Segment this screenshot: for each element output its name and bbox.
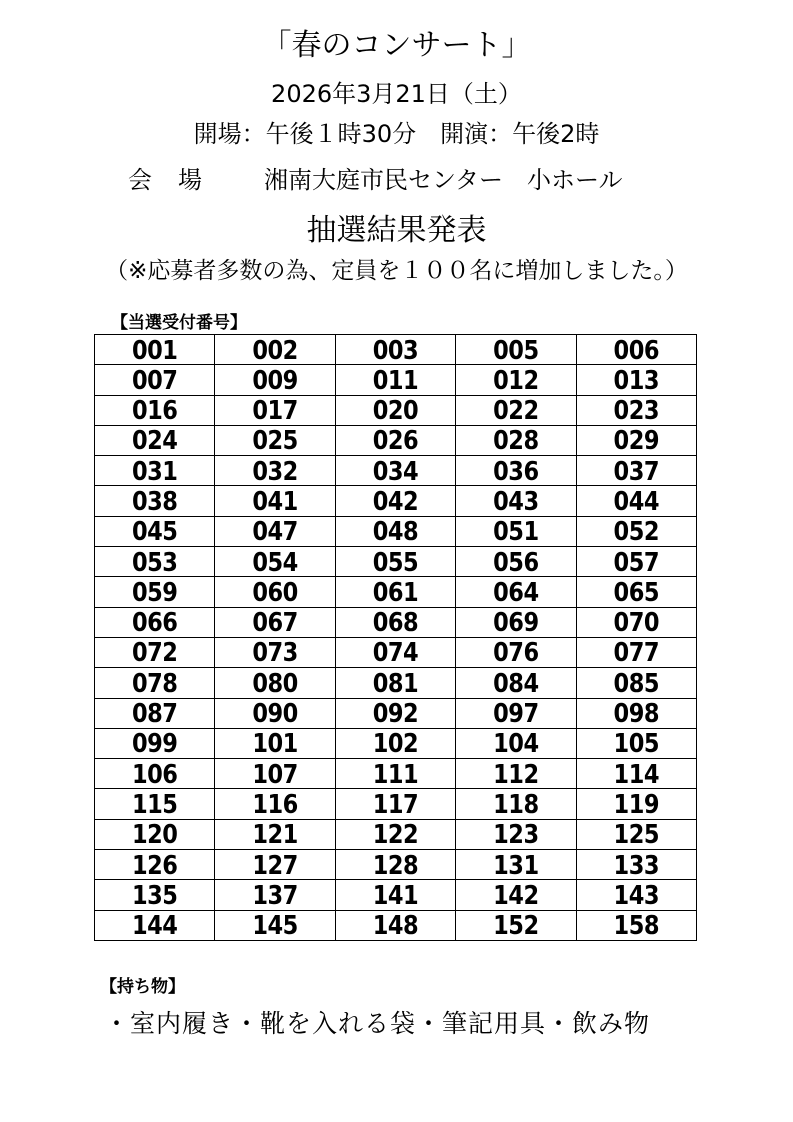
winning-number-cell: 074 (335, 637, 455, 668)
winning-number-cell: 047 (215, 516, 335, 547)
winning-number-cell: 020 (335, 395, 455, 426)
winning-number-cell: 002 (215, 334, 335, 365)
table-row (95, 789, 697, 819)
winning-number-cell: 158 (576, 910, 696, 941)
winning-number-cell: 118 (456, 789, 576, 820)
winning-number-cell: 029 (576, 425, 696, 456)
winning-number-cell: 059 (95, 577, 215, 608)
winning-number-cell: 053 (95, 546, 215, 577)
items-list: ・室内履き・靴を入れる袋・筆記用具・飲み物 (104, 1009, 651, 1038)
winning-number-cell: 119 (576, 789, 696, 820)
winning-number-cell: 001 (95, 334, 215, 365)
winning-number-cell: 009 (215, 364, 335, 395)
winning-number-cell: 013 (576, 364, 696, 395)
winning-number-cell: 072 (95, 637, 215, 668)
winning-number-cell: 145 (215, 910, 335, 941)
winning-number-cell: 045 (95, 516, 215, 547)
winning-number-cell: 055 (335, 546, 455, 577)
winning-number-cell: 128 (335, 849, 455, 880)
winning-number-cell: 122 (335, 819, 455, 850)
winning-number-cell: 087 (95, 698, 215, 729)
winning-number-cell: 121 (215, 819, 335, 850)
table-row (95, 850, 697, 880)
winning-number-cell: 044 (576, 486, 696, 517)
table-row (95, 577, 697, 607)
winning-number-cell: 111 (335, 758, 455, 789)
winning-number-cell: 028 (456, 425, 576, 456)
winning-number-cell: 092 (335, 698, 455, 729)
concert-title: 「春のコンサート」 (261, 28, 532, 63)
winning-numbers-table (94, 334, 697, 941)
winning-number-cell: 148 (335, 910, 455, 941)
winning-number-cell: 099 (95, 728, 215, 759)
winning-number-cell: 012 (456, 364, 576, 395)
winning-number-cell: 006 (576, 334, 696, 365)
winning-numbers-caption: 【当選受付番号】 (111, 313, 247, 333)
winning-number-cell: 080 (215, 667, 335, 698)
winning-number-cell: 131 (456, 849, 576, 880)
venue-row (128, 160, 623, 195)
table-row (95, 759, 697, 789)
winning-number-cell: 104 (456, 728, 576, 759)
winning-number-cell: 084 (456, 667, 576, 698)
winning-number-cell: 016 (95, 395, 215, 426)
winning-number-cell: 042 (335, 486, 455, 517)
table-row (95, 516, 697, 546)
winning-number-cell: 102 (335, 728, 455, 759)
winning-number-cell: 011 (335, 364, 455, 395)
winning-number-cell: 005 (456, 334, 576, 365)
winning-number-cell: 061 (335, 577, 455, 608)
winning-number-cell: 023 (576, 395, 696, 426)
winning-number-cell: 143 (576, 880, 696, 911)
winning-number-cell: 070 (576, 607, 696, 638)
winning-number-cell: 038 (95, 486, 215, 517)
winning-number-cell: 031 (95, 455, 215, 486)
winning-number-cell: 137 (215, 880, 335, 911)
winning-number-cell: 048 (335, 516, 455, 547)
winning-number-cell: 066 (95, 607, 215, 638)
winning-number-cell: 135 (95, 880, 215, 911)
winning-number-cell: 057 (576, 546, 696, 577)
winning-number-cell: 098 (576, 698, 696, 729)
winning-number-cell: 024 (95, 425, 215, 456)
table-row (95, 395, 697, 425)
winning-number-cell: 152 (456, 910, 576, 941)
winning-number-cell: 065 (576, 577, 696, 608)
event-times: 開場：午後１時30分 開演：午後2時 (193, 120, 600, 148)
winning-number-cell: 106 (95, 758, 215, 789)
winning-numbers-body (95, 335, 697, 941)
capacity-note: （※応募者多数の為、定員を１００名に増加しました。） (105, 258, 688, 284)
winning-number-cell: 112 (456, 758, 576, 789)
winning-number-cell: 117 (335, 789, 455, 820)
winning-number-cell: 034 (335, 455, 455, 486)
result-heading: 抽選結果発表 (306, 213, 487, 248)
table-row (95, 547, 697, 577)
winning-number-cell: 105 (576, 728, 696, 759)
winning-number-cell: 060 (215, 577, 335, 608)
winning-number-cell: 097 (456, 698, 576, 729)
winning-number-cell: 068 (335, 607, 455, 638)
table-row (95, 607, 697, 637)
table-row (95, 456, 697, 486)
table-row (95, 698, 697, 728)
table-row (95, 365, 697, 395)
winning-number-cell: 036 (456, 455, 576, 486)
winning-number-cell: 107 (215, 758, 335, 789)
event-date: 2026年3月21日（土） (271, 80, 522, 108)
winning-number-cell: 069 (456, 607, 576, 638)
table-row (95, 728, 697, 758)
winning-number-cell: 115 (95, 789, 215, 820)
winning-number-cell: 142 (456, 880, 576, 911)
winning-number-cell: 003 (335, 334, 455, 365)
winning-number-cell: 032 (215, 455, 335, 486)
winning-number-cell: 007 (95, 364, 215, 395)
winning-number-cell: 056 (456, 546, 576, 577)
winning-number-cell: 043 (456, 486, 576, 517)
winning-number-cell: 078 (95, 667, 215, 698)
table-row (95, 910, 697, 940)
winning-number-cell: 064 (456, 577, 576, 608)
winning-number-cell: 077 (576, 637, 696, 668)
winning-number-cell: 125 (576, 819, 696, 850)
winning-number-cell: 116 (215, 789, 335, 820)
table-row (95, 668, 697, 698)
winning-number-cell: 120 (95, 819, 215, 850)
winning-number-cell: 081 (335, 667, 455, 698)
winning-number-cell: 017 (215, 395, 335, 426)
winning-number-cell: 144 (95, 910, 215, 941)
table-row (95, 335, 697, 365)
winning-number-cell: 025 (215, 425, 335, 456)
winning-number-cell: 067 (215, 607, 335, 638)
table-row (95, 637, 697, 667)
winning-number-cell: 022 (456, 395, 576, 426)
winning-number-cell: 141 (335, 880, 455, 911)
winning-number-cell: 114 (576, 758, 696, 789)
venue-label: 会場 (128, 166, 228, 194)
winning-number-cell: 126 (95, 849, 215, 880)
winning-number-cell: 073 (215, 637, 335, 668)
winning-number-cell: 123 (456, 819, 576, 850)
table-row (95, 486, 697, 516)
table-row (95, 880, 697, 910)
winning-number-cell: 037 (576, 455, 696, 486)
winning-number-cell: 133 (576, 849, 696, 880)
table-row (95, 819, 697, 849)
winning-number-cell: 051 (456, 516, 576, 547)
winning-number-cell: 127 (215, 849, 335, 880)
winning-number-cell: 090 (215, 698, 335, 729)
winning-number-cell: 101 (215, 728, 335, 759)
venue-name: 湘南大庭市民センター 小ホール (264, 166, 623, 194)
winning-number-cell: 085 (576, 667, 696, 698)
winning-number-cell: 026 (335, 425, 455, 456)
table-row (95, 425, 697, 455)
winning-number-cell: 076 (456, 637, 576, 668)
items-caption: 【持ち物】 (100, 977, 185, 997)
winning-number-cell: 052 (576, 516, 696, 547)
winning-number-cell: 041 (215, 486, 335, 517)
winning-number-cell: 054 (215, 546, 335, 577)
